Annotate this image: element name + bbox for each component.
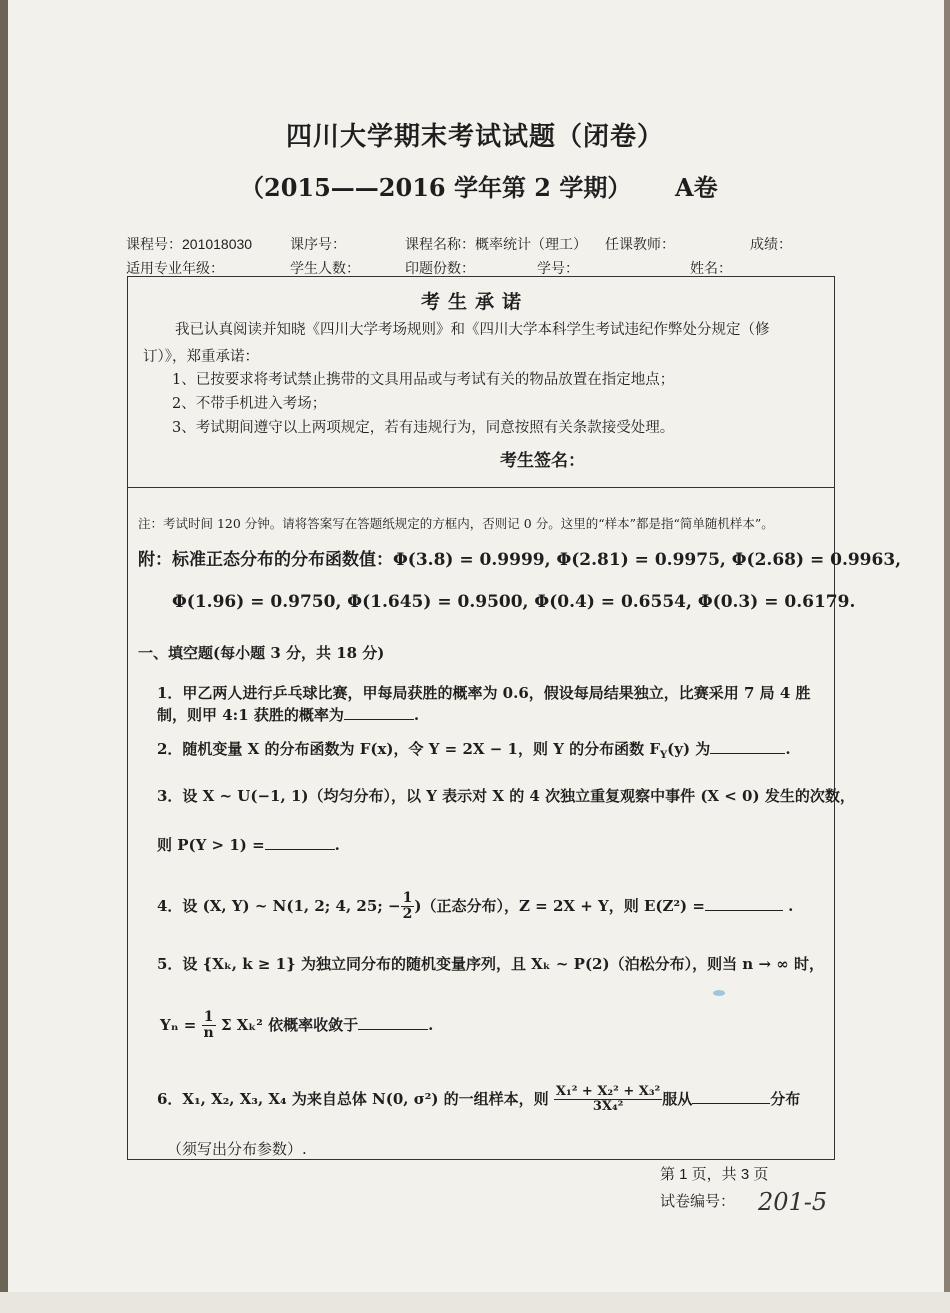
ink-stain	[713, 990, 725, 996]
q2-subscript: Y	[660, 750, 668, 761]
info-teacher: 任课教师：	[605, 236, 675, 252]
appendix-line-1: 附：标准正态分布的分布函数值：Φ(3.8) = 0.9999, Φ(2.81) = 0.9975, Φ(2.68) = 0.9963,	[138, 550, 902, 570]
exam-note: 注：考试时间 120 分钟。请将答案写在答题纸规定的方框内，否则记 0 分。这里的“样本”都是指“简单随机样本”。	[138, 516, 774, 531]
q4-line: 4．设 (X, Y) ~ N(1, 2; 4, 25; − $\frac{1}{2}$ )（正态分布），Z = 2X + Y，则 E(Z²) = .	[157, 890, 794, 923]
q2-tail: (y) 为	[667, 740, 711, 758]
pledge-divider	[127, 487, 835, 488]
q1-line-2: 制，则甲 4:1 获胜的概率为 .	[157, 706, 420, 724]
q3-line-2: 则 P(Y > 1) = .	[157, 836, 340, 854]
pledge-intro-line2: 订）》，郑重承诺：	[143, 349, 259, 365]
q4-frac-num: 1	[402, 890, 413, 906]
paper-number-handwritten: 201-5	[758, 1188, 828, 1216]
q4-text-a: 4．设 (X, Y) ~ N(1, 2; 4, 25; −	[157, 896, 401, 915]
q3-answer-blank	[265, 835, 335, 850]
pledge-item-2: 2、不带手机进入考场；	[172, 396, 327, 412]
q6-frac-num: X₁² + X₂² + X₃²	[555, 1084, 661, 1099]
info-students: 学生人数：	[290, 260, 360, 276]
q5-frac-den: n	[203, 1025, 214, 1042]
q5-frac-num: 1	[202, 1010, 216, 1026]
info-course-no: 课程号：201018030	[126, 236, 253, 252]
info-section-no: 课序号：	[290, 236, 346, 252]
pledge-item-3: 3、考试期间遵守以上两项规定，若有违规行为，同意按照有关条款接受处理。	[172, 420, 675, 436]
q6-line-1	[157, 1085, 800, 1115]
exam-subtitle: （2015——2016 学年第 2 学期）	[240, 173, 632, 202]
q6-answer-blank	[692, 1089, 770, 1104]
q6-frac-den: 3X₄²	[592, 1099, 624, 1115]
q5-answer-blank	[358, 1015, 428, 1030]
pledge-intro-line1: 我已认真阅读并知晓《四川大学考场规则》和《四川大学本科学生考试违纪作弊处分规定（修	[175, 322, 770, 338]
q6-fraction	[554, 1085, 662, 1115]
info-student-id: 学号：	[537, 260, 579, 276]
q2-line: 2．随机变量 X 的分布函数为 F(x)，令 Y = 2X − 1，则 Y 的分布函数 $F_Y(y)$ 为 .	[157, 740, 791, 761]
scan-edge-left	[0, 0, 8, 1313]
info-major: 适用专业年级：	[126, 260, 224, 276]
info-name: 姓名：	[690, 260, 732, 276]
q6-text-c: 分布	[770, 1089, 801, 1108]
pledge-heading: 考生承诺	[420, 291, 529, 313]
q5-yn: Yₙ =	[160, 1015, 197, 1034]
scan-bottom-strip	[0, 1292, 950, 1313]
info-copies: 印题份数：	[405, 260, 475, 276]
q3-text: 则 P(Y > 1) =	[157, 836, 265, 854]
info-course-name: 课程名称：概率统计（理工）	[405, 236, 587, 252]
scan-edge-right	[944, 0, 950, 1313]
q6-line-2: （须写出分布参数）.	[167, 1140, 307, 1158]
q2-answer-blank	[710, 739, 785, 754]
appendix-line-2: Φ(1.96) = 0.9750, Φ(1.645) = 0.9500, Φ(0.4) = 0.6554, Φ(0.3) = 0.6179.	[172, 592, 856, 612]
q4-text-b: )（正态分布），Z = 2X + Y，则 E(Z²) =	[414, 896, 705, 915]
q4-fraction	[401, 891, 415, 923]
q5-sum-text: Σ Xₖ² 依概率收敛于	[220, 1015, 359, 1034]
q6-text-a: 6．X₁, X₂, X₃, X₄ 为来自总体 N(0, σ²) 的一组样本，则	[157, 1089, 549, 1108]
exam-version: A卷	[675, 173, 718, 202]
info-grade: 成绩：	[750, 236, 792, 252]
q5-line-1: 5．设 {Xₖ, k ≥ 1} 为独立同分布的随机变量序列，且 Xₖ ~ P(2)（泊松分布），则当 n → ∞ 时，	[157, 955, 824, 973]
q2-text: 2．随机变量 X 的分布函数为 F(x)，令 Y = 2X − 1，则 Y 的分布函数 F	[157, 740, 661, 758]
q5-line-2: Yₙ = $\frac{1}{n}$ Σ Xₖ² 依概率收敛于 .	[160, 1009, 434, 1042]
pledge-item-1: 1、已按要求将考试禁止携带的文具用品或与考试有关的物品放置在指定地点；	[172, 372, 675, 388]
q4-answer-blank	[705, 896, 783, 911]
q4-frac-den: 2	[402, 906, 413, 923]
q1-answer-blank	[344, 705, 414, 720]
q1-line-1: 1．甲乙两人进行乒乓球比赛，甲每局获胜的概率为 0.6，假设每局结果独立，比赛采用 7 局 4 胜	[157, 684, 811, 702]
section1-heading: 一、填空题(每小题 3 分，共 18 分)	[138, 644, 385, 662]
paper-number-label: 试卷编号：	[660, 1193, 736, 1210]
q6-text-b: 服从	[662, 1089, 693, 1108]
page-number: 第 1 页，共 3 页	[660, 1166, 769, 1183]
q3-line-1: 3．设 X ~ U(−1, 1)（均匀分布），以 Y 表示对 X 的 4 次独立重复观察中事件 (X < 0) 发生的次数，	[157, 787, 855, 805]
q5-fraction	[202, 1010, 216, 1042]
exam-title: 四川大学期末考试试题（闭卷）	[285, 122, 664, 152]
pledge-signature: 考生签名：	[500, 451, 585, 471]
q1-text: 制，则甲 4:1 获胜的概率为	[157, 706, 344, 724]
